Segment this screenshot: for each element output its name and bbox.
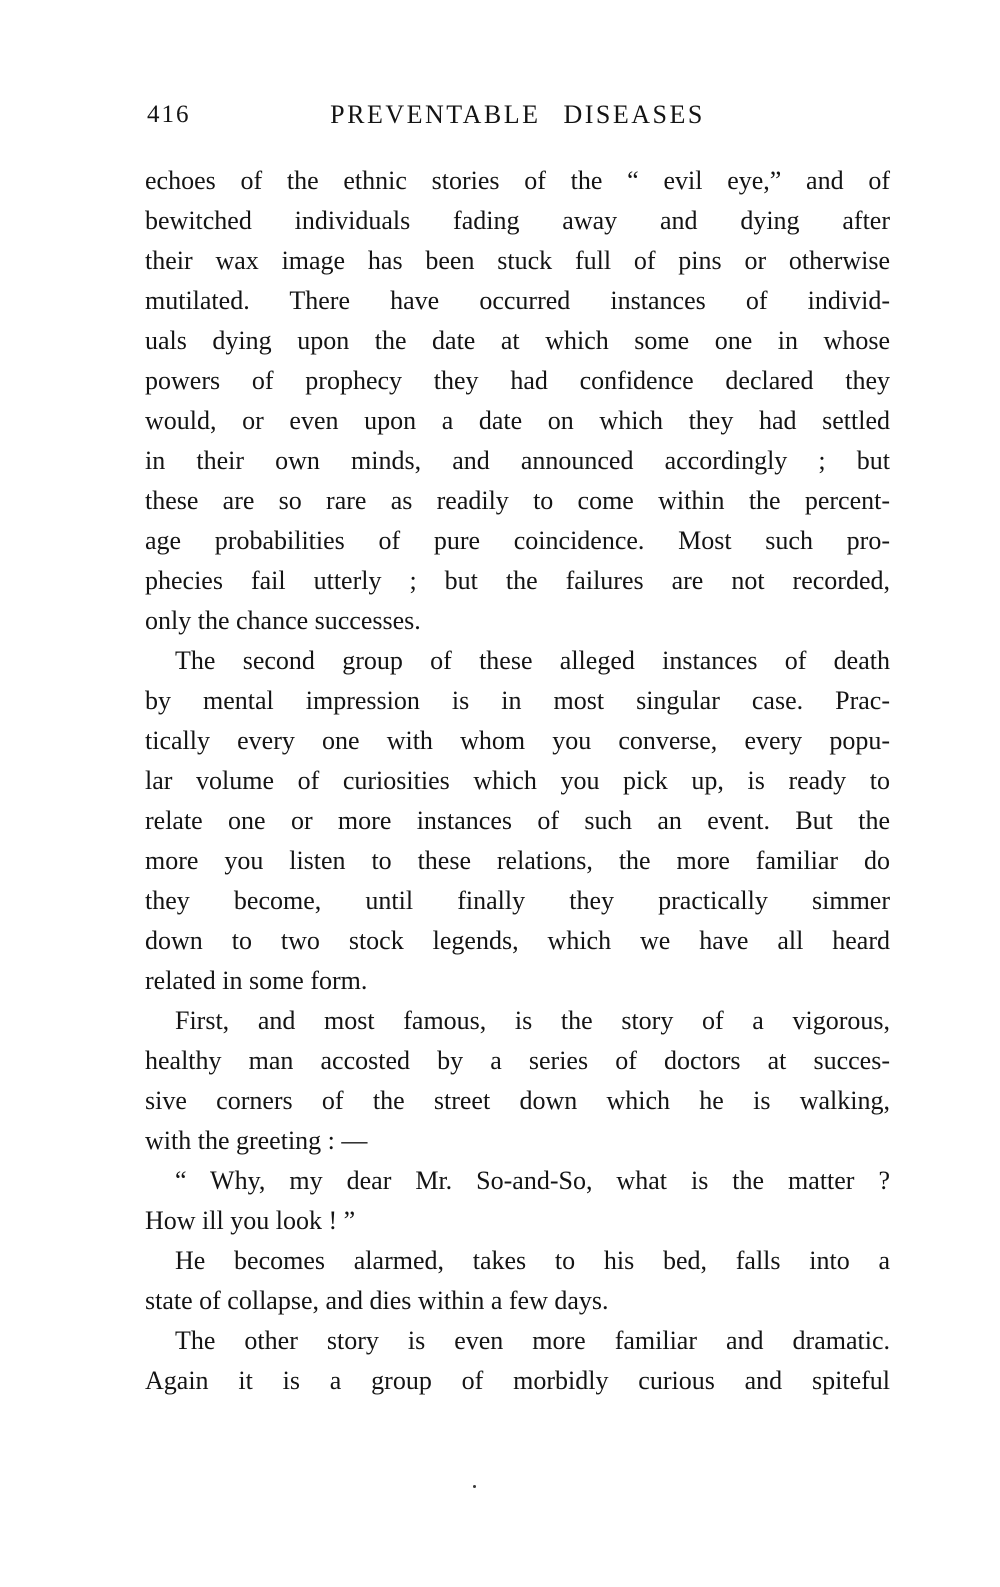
text-line: Again it is a group of morbidly curious and spiteful bbox=[145, 1366, 890, 1395]
text-line: The second group of these alleged instances of death bbox=[175, 646, 890, 675]
text-line: with the greeting : — bbox=[145, 1126, 368, 1155]
scan-speck bbox=[473, 1485, 476, 1488]
text-line: related in some form. bbox=[145, 966, 368, 995]
text-line: in their own minds, and announced accordingly ; but bbox=[145, 446, 890, 475]
paragraph bbox=[145, 1321, 890, 1401]
text-line: echoes of the ethnic stories of the “ evil eye,” and of bbox=[145, 166, 890, 195]
text-line: state of collapse, and dies within a few days. bbox=[145, 1286, 609, 1315]
paragraph bbox=[145, 641, 890, 1001]
text-line: sive corners of the street down which he is walking, bbox=[145, 1086, 890, 1115]
text-line: First, and most famous, is the story of a vigorous, bbox=[175, 1006, 890, 1035]
text-line: lar volume of curiosities which you pick up, is ready to bbox=[145, 766, 890, 795]
text-line: these are so rare as readily to come within the percent- bbox=[145, 486, 890, 515]
text-line: phecies fail utterly ; but the failures are not recorded, bbox=[145, 566, 890, 595]
text-line: more you listen to these relations, the more familiar do bbox=[145, 846, 890, 875]
text-line: powers of prophecy they had confidence declared they bbox=[145, 366, 890, 395]
text-line: The other story is even more familiar and dramatic. bbox=[175, 1326, 890, 1355]
text-line: “ Why, my dear Mr. So-and-So, what is the matter ? bbox=[175, 1166, 890, 1195]
text-line: only the chance successes. bbox=[145, 606, 421, 635]
text-line: down to two stock legends, which we have all heard bbox=[145, 926, 890, 955]
paragraph bbox=[145, 1001, 890, 1161]
text-line: tically every one with whom you converse, every popu- bbox=[145, 726, 890, 755]
paragraph bbox=[145, 1241, 890, 1321]
text-line: their wax image has been stuck full of pins or otherwise bbox=[145, 246, 890, 275]
running-header bbox=[145, 100, 890, 134]
running-header-title: PREVENTABLE DISEASES bbox=[330, 100, 705, 129]
paragraph bbox=[145, 161, 890, 641]
text-line: mutilated. There have occurred instances of individ- bbox=[145, 286, 890, 315]
paragraph bbox=[145, 1161, 890, 1241]
text-line: bewitched individuals fading away and dying after bbox=[145, 206, 890, 235]
text-line: by mental impression is in most singular case. Prac- bbox=[145, 686, 890, 715]
text-line: How ill you look ! ” bbox=[145, 1206, 356, 1235]
text-line: would, or even upon a date on which they had settled bbox=[145, 406, 890, 435]
text-line: uals dying upon the date at which some one in whose bbox=[145, 326, 890, 355]
text-line: He becomes alarmed, takes to his bed, falls into a bbox=[175, 1246, 890, 1275]
text-line: they become, until finally they practically simmer bbox=[145, 886, 890, 915]
text-line: healthy man accosted by a series of doctors at succes- bbox=[145, 1046, 890, 1075]
text-line: age probabilities of pure coincidence. Most such pro- bbox=[145, 526, 890, 555]
page-number: 416 bbox=[147, 101, 191, 128]
body-text bbox=[145, 161, 890, 1401]
text-line: relate one or more instances of such an event. But the bbox=[145, 806, 890, 835]
